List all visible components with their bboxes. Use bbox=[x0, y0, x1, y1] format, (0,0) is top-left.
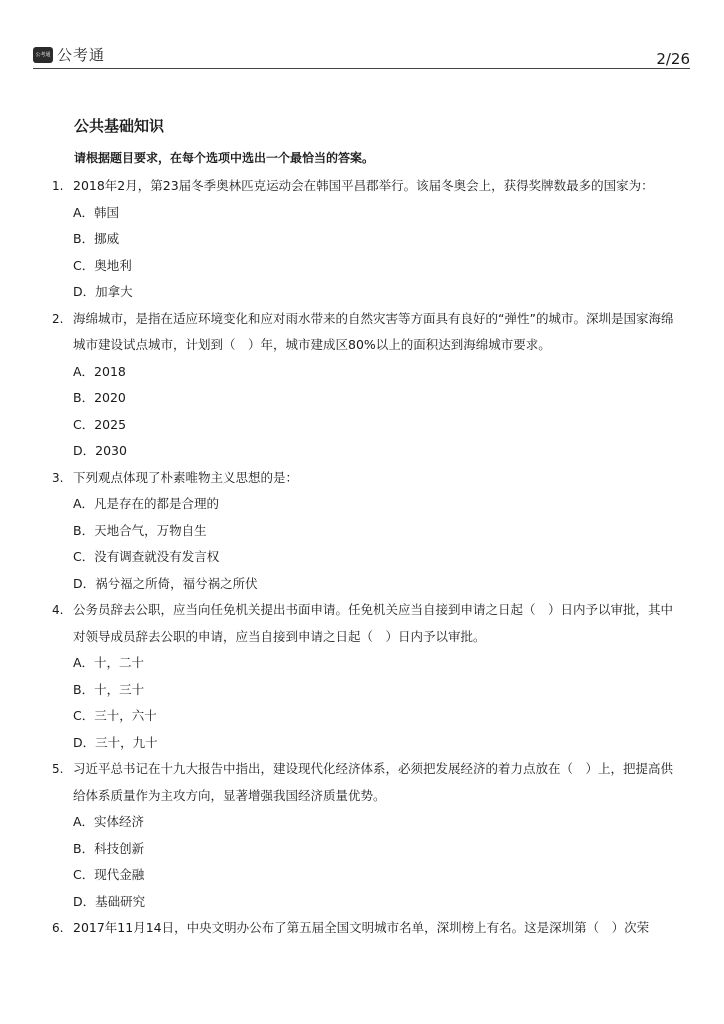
question-number: 6. bbox=[52, 921, 64, 935]
question-5 bbox=[52, 756, 682, 915]
option-a: A．凡是存在的都是合理的 bbox=[73, 496, 220, 511]
option-b: B．2020 bbox=[73, 390, 126, 405]
option-a: A．韩国 bbox=[73, 204, 120, 220]
question-6 bbox=[52, 915, 682, 942]
question-text: 公务员辞去公职，应当向任免机关提出书面申请。任免机关应当自接到申请之日起（ ）日内予以审批，其中对领导成员辞去公职的申请，应当自接到申请之日起（ ）日内予以审批。 bbox=[73, 602, 674, 644]
option-b: B．十，三十 bbox=[73, 681, 145, 697]
option-d: D．基础研究 bbox=[73, 893, 146, 909]
question-text: 2017年11月14日，中央文明办公布了第五届全国文明城市名单，深圳榜上有名。这是深圳第（ ）次荣 bbox=[73, 920, 650, 935]
question-text: 习近平总书记在十九大报告中指出，建设现代化经济体系，必须把发展经济的着力点放在（ ）上，把提高供给体系质量作为主攻方向，显著增强我国经济质量优势。 bbox=[73, 761, 674, 803]
question-1 bbox=[52, 173, 682, 306]
question-2 bbox=[52, 306, 682, 465]
question-number: 1. bbox=[52, 179, 64, 193]
question-text: 下列观点体现了朴素唯物主义思想的是： bbox=[73, 469, 299, 485]
option-a: A．十，二十 bbox=[73, 655, 145, 670]
option-c: C．没有调查就没有发言权 bbox=[73, 549, 220, 564]
question-number: 2. bbox=[52, 311, 64, 326]
question-3 bbox=[52, 465, 682, 598]
option-a: A．2018 bbox=[73, 363, 126, 379]
section-title: 公共基础知识 bbox=[74, 117, 165, 135]
option-d: D．加拿大 bbox=[73, 284, 133, 299]
question-list bbox=[52, 173, 682, 942]
option-a: A．实体经济 bbox=[73, 814, 145, 829]
page-number: 2/26 bbox=[656, 50, 690, 68]
option-c: C．奥地利 bbox=[73, 257, 132, 273]
question-number: 3. bbox=[52, 470, 64, 485]
question-text: 海绵城市，是指在适应环境变化和应对雨水带来的自然灾害等方面具有良好的“弹性”的城市。深圳是国家海绵城市建设试点城市，计划到（ ）年，城市建成区80%以上的面积达到海绵城市要求。 bbox=[73, 310, 674, 352]
option-d: D．祸兮福之所倚，福兮祸之所伏 bbox=[73, 575, 258, 591]
logo-badge: 公考通 bbox=[33, 47, 53, 63]
question-text: 2018年2月，第23届冬季奥林匹克运动会在韩国平昌郡举行。该届冬奥会上，获得奖牌数最多的国家为： bbox=[73, 178, 654, 193]
instruction-text: 请根据题目要求，在每个选项中选出一个最恰当的答案。 bbox=[74, 151, 375, 165]
option-c: C．现代金融 bbox=[73, 867, 145, 882]
option-d: D．2030 bbox=[73, 443, 127, 458]
page-header bbox=[33, 42, 690, 69]
option-c: C．2025 bbox=[73, 416, 127, 432]
question-4 bbox=[52, 597, 682, 756]
option-b: B．天地合气，万物自生 bbox=[73, 522, 207, 538]
logo-text: 公考通 bbox=[57, 46, 106, 64]
question-number: 4. bbox=[52, 603, 64, 617]
option-b: B．挪威 bbox=[73, 231, 120, 246]
option-d: D．三十，九十 bbox=[73, 734, 158, 750]
option-c: C．三十，六十 bbox=[73, 708, 157, 723]
option-b: B．科技创新 bbox=[73, 840, 145, 856]
question-number: 5. bbox=[52, 762, 64, 776]
logo bbox=[33, 44, 105, 65]
